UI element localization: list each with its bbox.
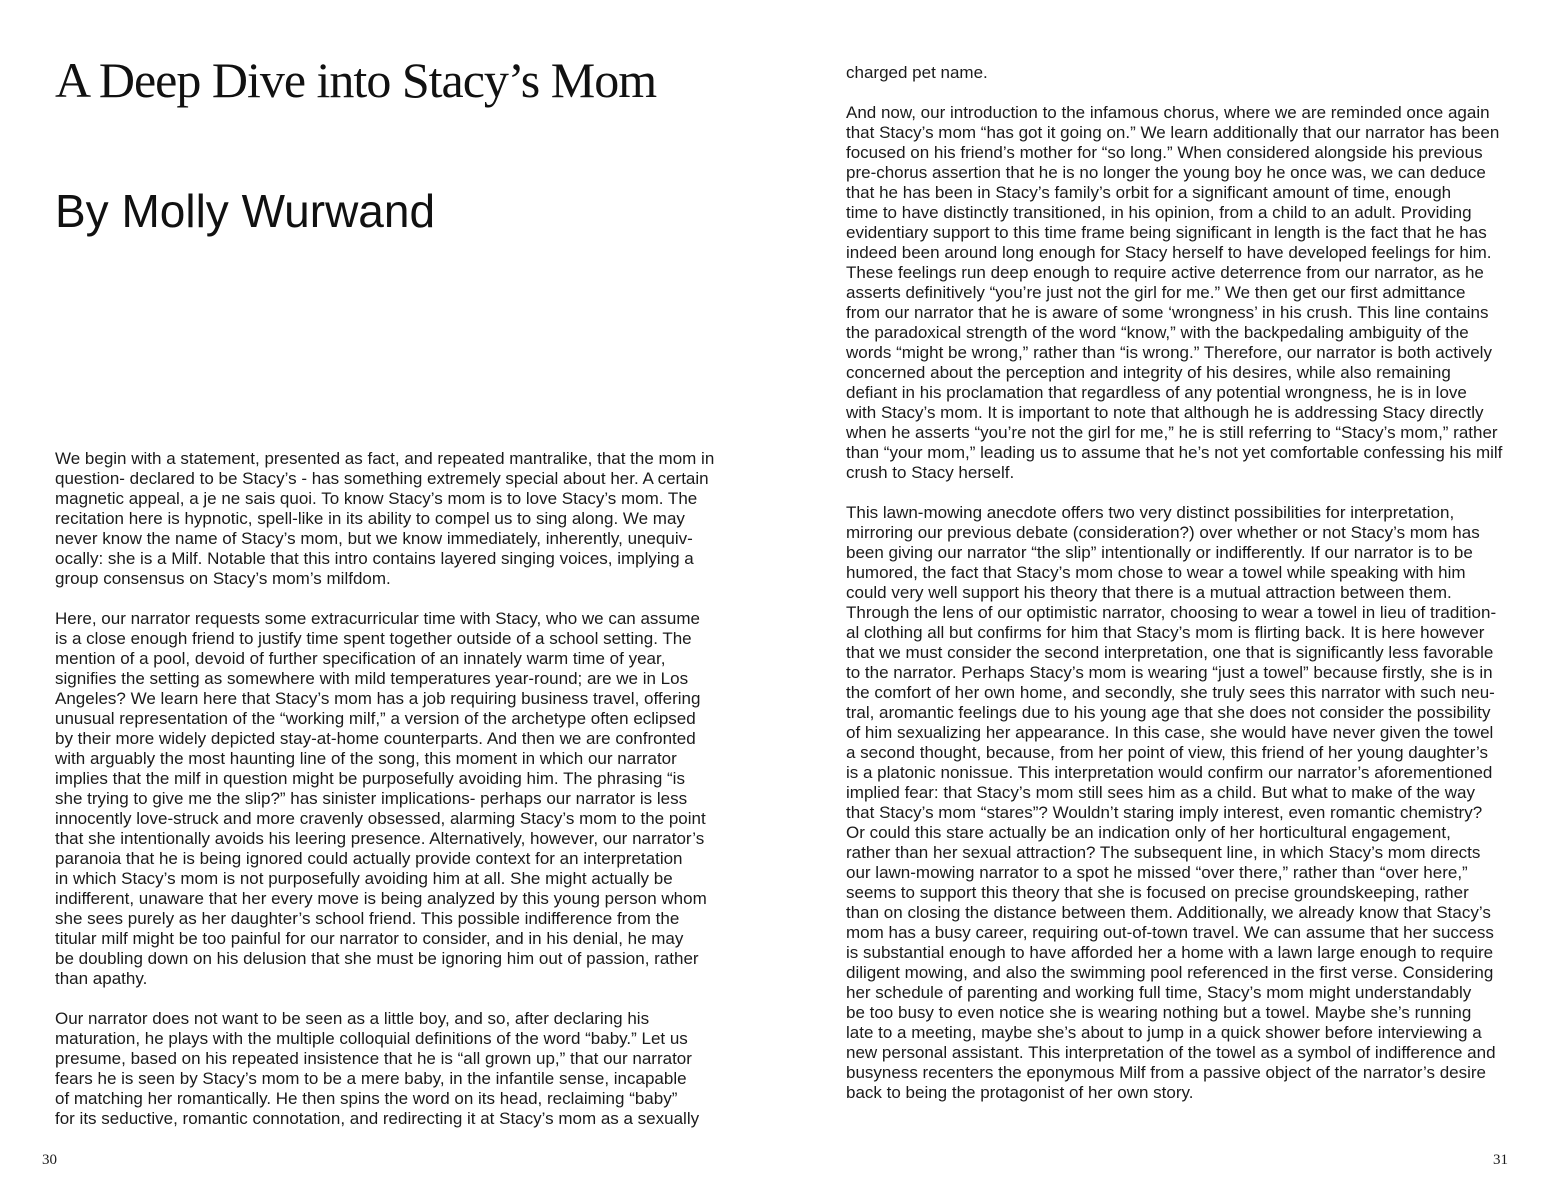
body-text-line: focused on his friend’s mother for “so long.” When considered alongside his previous xyxy=(846,143,1483,162)
body-text-line: is substantial enough to have afforded her a home with a lawn large enough to require xyxy=(846,943,1494,962)
page-number: 31 xyxy=(1493,1152,1508,1168)
body-text-line: Here, our narrator requests some extracurricular time with Stacy, who we can assume xyxy=(55,609,700,628)
body-text-line: pre-chorus assertion that he is no longer the young boy he once was, we can deduce xyxy=(846,163,1486,182)
body-text-line: the paradoxical strength of the word “know,” with the backpedaling ambiguity of the xyxy=(846,323,1469,342)
body-text-line: that she intentionally avoids his leering presence. Alternatively, however, our narrator’s xyxy=(55,829,705,848)
body-text-line: with arguably the most haunting line of the song, this moment in which our narrator xyxy=(55,749,677,768)
body-text-line: group consensus on Stacy’s mom’s milfdom. xyxy=(55,569,391,588)
body-paragraph xyxy=(846,63,1502,83)
right-text-column xyxy=(846,63,1502,1123)
body-text-line: when he asserts “you’re not the girl for me,” he is still referring to “Stacy’s mom,” rather xyxy=(846,423,1498,442)
body-text-line: busyness recenters the eponymous Milf from a passive object of the narrator’s desire xyxy=(846,1063,1487,1082)
body-text-line: from our narrator that he is aware of some ‘wrongness’ in his crush. This line contains xyxy=(846,303,1489,322)
body-text-line: new personal assistant. This interpretation of the towel as a symbol of indifference and xyxy=(846,1043,1496,1062)
body-text-line: she trying to give me the slip?” has sinister implications- perhaps our narrator is less xyxy=(55,789,688,808)
body-text-line: rather than her sexual attraction? The subsequent line, in which Stacy’s mom directs xyxy=(846,843,1481,862)
body-text-line: that Stacy’s mom “stares”? Wouldn’t staring imply interest, even romantic chemistry? xyxy=(846,803,1483,822)
body-text-line: maturation, he plays with the multiple colloquial definitions of the word “baby.” Let us xyxy=(55,1029,688,1048)
body-text-line: recitation here is hypnotic, spell-like in its ability to compel us to sing along. We may xyxy=(55,509,685,528)
body-text-line: defiant in his proclamation that regardless of any potential wrongness, he is in love xyxy=(846,383,1467,402)
body-text-line: of him sexualizing her appearance. In this case, she would have never given the towel xyxy=(846,723,1494,742)
body-text-line: These feelings run deep enough to require active deterrence from our narrator, as he xyxy=(846,263,1484,282)
body-text-line: paranoia that he is being ignored could actually provide context for an interpretation xyxy=(55,849,683,868)
body-text-line: with Stacy’s mom. It is important to note that although he is addressing Stacy directly xyxy=(846,403,1484,422)
body-text-line: Or could this stare actually be an indication only of her horticultural engagement, xyxy=(846,823,1451,842)
body-text-line: concerned about the perception and integrity of his desires, while also remaining xyxy=(846,363,1451,382)
body-text-line: in which Stacy’s mom is not purposefully avoiding him at all. She might actually be xyxy=(55,869,673,888)
body-text-line: mirroring our previous debate (consideration?) over whether or not Stacy’s mom has xyxy=(846,523,1480,542)
body-text-line: al clothing all but confirms for him that Stacy’s mom is flirting back. It is here however xyxy=(846,623,1485,642)
body-text-line: seems to support this theory that she is focused on precise groundskeeping, rather xyxy=(846,883,1469,902)
body-text-line: of matching her romantically. He then spins the word on its head, reclaiming “baby” xyxy=(55,1089,678,1108)
body-text-line: implies that the milf in question might be purposefully avoiding him. The phrasing “is xyxy=(55,769,685,788)
body-text-line: implied fear: that Stacy’s mom still sees him as a child. But what to make of the way xyxy=(846,783,1475,802)
body-text-line: to the narrator. Perhaps Stacy’s mom is wearing “just a towel” because firstly, she is in xyxy=(846,663,1493,682)
article-title: A Deep Dive into Stacy’s Mom xyxy=(55,52,657,108)
left-text-column xyxy=(55,449,714,1149)
body-text-line: than on closing the distance between them. Additionally, we already know that Stacy’s xyxy=(846,903,1491,922)
body-text-line: her schedule of parenting and working full time, Stacy’s mom might understandably xyxy=(846,983,1472,1002)
body-text-line: words “might be wrong,” rather than “is wrong.” Therefore, our narrator is both actively xyxy=(846,343,1492,362)
body-text-line: our lawn-mowing narrator to a spot he missed “over there,” rather than “over here,” xyxy=(846,863,1468,882)
body-text-line: mention of a pool, devoid of further specification of an innately warm time of year, xyxy=(55,649,666,668)
body-text-line: is a close enough friend to justify time spent together outside of a school setting. The xyxy=(55,629,692,648)
body-text-line: be doubling down on his delusion that she must be ignoring him out of passion, rather xyxy=(55,949,699,968)
body-text-line: a second thought, because, from her point of view, this friend of her young daughter’s xyxy=(846,743,1488,762)
body-text-line: asserts definitively “you’re just not the girl for me.” We then get our first admittance xyxy=(846,283,1466,302)
body-text-line: presume, based on his repeated insistence that he is “all grown up,” that our narrator xyxy=(55,1049,692,1068)
body-text-line: question- declared to be Stacy’s - has something extremely special about her. A certain xyxy=(55,469,709,488)
body-text-line: never know the name of Stacy’s mom, but we know immediately, inherently, unequiv- xyxy=(55,529,693,548)
body-text-line: titular milf might be too painful for our narrator to consider, and in his denial, he may xyxy=(55,929,684,948)
body-text-line: that Stacy’s mom “has got it going on.” We learn additionally that our narrator has been xyxy=(846,123,1500,142)
body-text-line: And now, our introduction to the infamous chorus, where we are reminded once again xyxy=(846,103,1490,122)
body-text-line: is a platonic nonissue. This interpretation would confirm our narrator’s aforementioned xyxy=(846,763,1493,782)
body-paragraph xyxy=(846,103,1502,483)
body-text-line: Angeles? We learn here that Stacy’s mom has a job requiring business travel, offering xyxy=(55,689,701,708)
body-text-line: evidentiary support to this time frame being significant in length is the fact that he has xyxy=(846,223,1487,242)
body-paragraph xyxy=(55,449,714,589)
body-text-line: crush to Stacy herself. xyxy=(846,463,1015,482)
body-text-line: tral, aromantic feelings due to his young age that she does not consider the possibility xyxy=(846,703,1491,722)
body-text-line: by their more widely depicted stay-at-home counterparts. And then we are confronted xyxy=(55,729,696,748)
body-text-line: Our narrator does not want to be seen as a little boy, and so, after declaring his xyxy=(55,1009,650,1028)
body-text-line: the comfort of her own home, and secondly, she truly sees this narrator with such neu- xyxy=(846,683,1495,702)
body-text-line: charged pet name. xyxy=(846,63,988,82)
body-text-line: that he has been in Stacy’s family’s orbit for a significant amount of time, enough xyxy=(846,183,1452,202)
body-text-line: be too busy to even notice she is wearing nothing but a towel. Maybe she’s running xyxy=(846,1003,1472,1022)
body-text-line: time to have distinctly transitioned, in his opinion, from a child to an adult. Providing xyxy=(846,203,1472,222)
body-text-line: This lawn-mowing anecdote offers two very distinct possibilities for interpretation, xyxy=(846,503,1455,522)
body-text-line: Through the lens of our optimistic narrator, choosing to wear a towel in lieu of tradition- xyxy=(846,603,1497,622)
body-text-line: signifies the setting as somewhere with mild temperatures year-round; are we in Los xyxy=(55,669,689,688)
body-text-line: than “your mom,” leading us to assume that he’s not yet comfortable confessing his milf xyxy=(846,443,1503,462)
body-text-line: been giving our narrator “the slip” intentionally or indifferently. If our narrator is to be xyxy=(846,543,1473,562)
body-text-line: indifferent, unaware that her every move is being analyzed by this young person whom xyxy=(55,889,707,908)
body-text-line: that we must consider the second interpretation, one that is significantly less favorable xyxy=(846,643,1494,662)
byline: By Molly Wurwand xyxy=(55,185,436,237)
right-page xyxy=(776,0,1552,1199)
body-text-line: mom has a busy career, requiring out-of-town travel. We can assume that her success xyxy=(846,923,1494,942)
body-text-line: We begin with a statement, presented as fact, and repeated mantralike, that the mom in xyxy=(55,449,715,468)
body-text-line: indeed been around long enough for Stacy herself to have developed feelings for him. xyxy=(846,243,1492,262)
body-text-line: back to being the protagonist of her own story. xyxy=(846,1083,1194,1102)
body-text-line: unusual representation of the “working milf,” a version of the archetype often eclipsed xyxy=(55,709,696,728)
body-text-line: she sees purely as her daughter’s school friend. This possible indifference from the xyxy=(55,909,680,928)
body-text-line: magnetic appeal, a je ne sais quoi. To know Stacy’s mom is to love Stacy’s mom. The xyxy=(55,489,698,508)
body-paragraph xyxy=(846,503,1502,1103)
page-number: 30 xyxy=(42,1152,57,1168)
body-text-line: could very well support his theory that there is a mutual attraction between them. xyxy=(846,583,1452,602)
body-text-line: ocally: she is a Milf. Notable that this intro contains layered singing voices, implying a xyxy=(55,549,694,568)
body-text-line: humored, the fact that Stacy’s mom chose to wear a towel while speaking with him xyxy=(846,563,1466,582)
body-text-line: diligent mowing, and also the swimming pool referenced in the first verse. Considering xyxy=(846,963,1494,982)
body-text-line: innocently love-struck and more cravenly obsessed, alarming Stacy’s mom to the point xyxy=(55,809,706,828)
body-text-line: fears he is seen by Stacy’s mom to be a mere baby, in the infantile sense, incapable xyxy=(55,1069,687,1088)
body-text-line: late to a meeting, maybe she’s about to jump in a quick shower before interviewing a xyxy=(846,1023,1482,1042)
body-text-line: than apathy. xyxy=(55,969,148,988)
body-text-line: for its seductive, romantic connotation, and redirecting it at Stacy’s mom as a sexually xyxy=(55,1109,700,1128)
body-paragraph xyxy=(55,1009,714,1129)
body-paragraph xyxy=(55,609,714,989)
